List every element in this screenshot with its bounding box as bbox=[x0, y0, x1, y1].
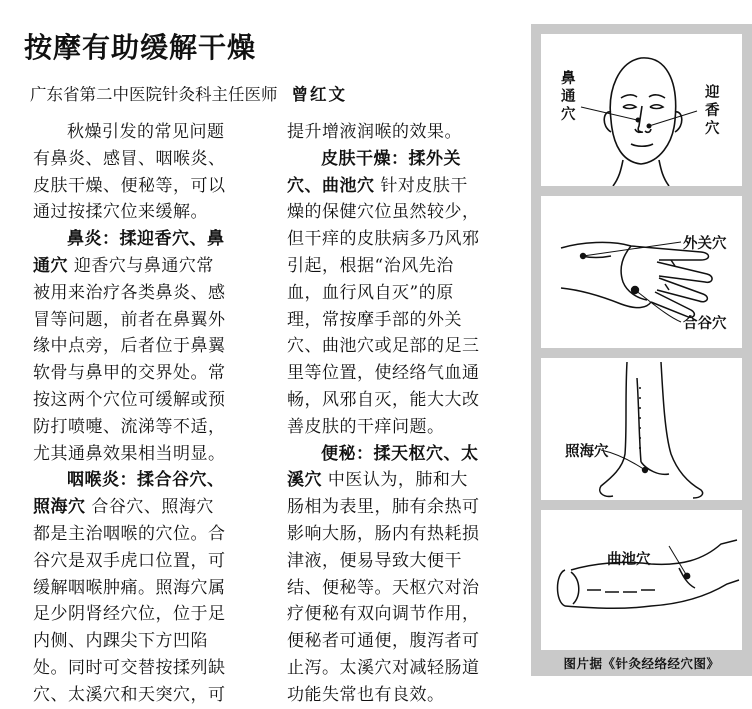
text-column-1 bbox=[33, 119, 273, 709]
body-text: 合谷穴、照海穴 bbox=[85, 497, 214, 518]
text-line bbox=[33, 199, 273, 226]
hand-label-waiguan: 外关穴 bbox=[683, 235, 727, 252]
section-heading: 鼻炎：揉迎香穴、鼻 bbox=[67, 229, 225, 250]
body-text: 缓解咽喉肿痛。照海穴属 bbox=[33, 577, 226, 598]
body-text: 穴、曲池穴或足部的足三 bbox=[287, 336, 480, 357]
text-line bbox=[287, 333, 527, 360]
text-line bbox=[287, 226, 527, 253]
body-text: 里等位置，使经络气血通 bbox=[287, 363, 480, 384]
section-heading: 溪穴 bbox=[287, 470, 322, 491]
text-line bbox=[287, 146, 527, 173]
body-text: 都是主治咽喉的穴位。合 bbox=[33, 523, 226, 544]
face-figure bbox=[541, 34, 742, 186]
text-line bbox=[287, 441, 527, 468]
body-text: 防打喷嚏、流涕等不适， bbox=[33, 416, 226, 437]
section-heading: 穴、曲池穴 bbox=[287, 175, 375, 196]
body-text: 理，常按摩手部的外关 bbox=[287, 309, 462, 330]
text-line bbox=[33, 494, 273, 521]
text-line bbox=[33, 441, 273, 468]
body-text: 软骨与鼻甲的交界处。常 bbox=[33, 363, 226, 384]
text-line bbox=[287, 387, 527, 414]
illustration-panel bbox=[531, 24, 752, 676]
section-heading: 照海穴 bbox=[33, 497, 86, 518]
body-text: 处。同时可交替按揉列缺 bbox=[33, 657, 226, 678]
body-text: 津液，便易导致大便干 bbox=[287, 550, 462, 571]
arm-drawing bbox=[541, 510, 742, 650]
body-text: 有鼻炎、感冒、咽喉炎、 bbox=[33, 148, 226, 169]
author-affiliation: 广东省第二中医院针灸科主任医师 bbox=[30, 85, 278, 104]
text-line bbox=[33, 575, 273, 602]
article-title: 按摩有助缓解干燥 bbox=[24, 31, 257, 64]
body-text: 通过按揉穴位来缓解。 bbox=[33, 202, 208, 223]
text-line bbox=[33, 682, 273, 709]
face-label-bitong: 鼻通穴 bbox=[561, 70, 576, 123]
body-text: 尤其通鼻效果相当明显。 bbox=[33, 443, 226, 464]
text-line bbox=[287, 253, 527, 280]
body-text: 结、便秘等。天枢穴对治 bbox=[287, 577, 480, 598]
text-line bbox=[33, 628, 273, 655]
body-text: 提升增液润喉的效果。 bbox=[287, 122, 462, 142]
body-text: 被用来治疗各类鼻炎、感 bbox=[33, 282, 226, 303]
body-text: 引起，根据“治风先治 bbox=[287, 255, 454, 276]
text-line bbox=[33, 173, 273, 200]
body-text: 畅，风邪自灭，能大大改 bbox=[287, 389, 480, 410]
face-label-yingxiang: 迎香穴 bbox=[705, 84, 720, 137]
text-line bbox=[287, 575, 527, 602]
body-text: 疗便秘有双向调节作用， bbox=[287, 604, 480, 625]
body-text: 针对皮肤干 bbox=[374, 175, 468, 196]
text-line bbox=[33, 360, 273, 387]
section-heading: 便秘：揉天枢穴、太 bbox=[321, 443, 479, 464]
foot-label-zhaohai: 照海穴 bbox=[565, 443, 609, 460]
text-line bbox=[287, 280, 527, 307]
text-line bbox=[287, 360, 527, 387]
text-line bbox=[287, 199, 527, 226]
figure-caption: 图片据《针灸经络经穴图》 bbox=[563, 656, 720, 671]
body-text: 功能失常也有良效。 bbox=[287, 684, 445, 705]
text-line bbox=[287, 628, 527, 655]
body-text: 止泻。太溪穴对减轻肠道 bbox=[287, 657, 480, 678]
text-line bbox=[33, 467, 273, 494]
text-line bbox=[33, 146, 273, 173]
body-text: 影响大肠，肠内有热耗损 bbox=[287, 523, 480, 544]
body-text: 按这两个穴位可缓解或预 bbox=[33, 389, 226, 410]
text-line bbox=[33, 307, 273, 334]
body-text: 穴、太溪穴和天突穴，可 bbox=[33, 684, 226, 705]
text-line bbox=[287, 548, 527, 575]
text-line bbox=[287, 494, 527, 521]
body-text: 秋燥引发的常见问题 bbox=[67, 122, 225, 142]
text-line bbox=[33, 119, 273, 146]
text-line bbox=[287, 173, 527, 200]
body-text: 冒等问题，前者在鼻翼外 bbox=[33, 309, 226, 330]
section-heading: 通穴 bbox=[33, 255, 68, 276]
section-heading: 咽喉炎：揉合谷穴、 bbox=[67, 470, 225, 491]
author-name: 曾红文 bbox=[291, 85, 347, 104]
hand-figure bbox=[541, 196, 742, 348]
section-heading: 皮肤干燥：揉外关 bbox=[321, 148, 461, 169]
text-line bbox=[33, 414, 273, 441]
byline bbox=[30, 81, 347, 105]
body-text: 足少阴肾经穴位，位于足 bbox=[33, 604, 226, 625]
body-text: 便秘者可通便，腹泻者可 bbox=[287, 631, 480, 652]
text-line bbox=[33, 548, 273, 575]
text-line bbox=[33, 280, 273, 307]
body-text: 但干痒的皮肤病多乃风邪 bbox=[287, 229, 480, 250]
body-text: 迎香穴与鼻通穴常 bbox=[68, 255, 214, 276]
body-text: 谷穴是双手虎口位置，可 bbox=[33, 550, 226, 571]
text-line bbox=[287, 521, 527, 548]
text-line bbox=[287, 655, 527, 682]
body-text: 内侧、内踝尖下方凹陷 bbox=[33, 631, 208, 652]
text-line bbox=[287, 601, 527, 628]
text-column-2 bbox=[287, 119, 527, 709]
foot-figure bbox=[541, 358, 742, 500]
foot-drawing bbox=[541, 358, 742, 500]
text-line bbox=[33, 387, 273, 414]
body-text: 中医认为，肺和大 bbox=[322, 470, 468, 491]
arm-label-quchi: 曲池穴 bbox=[607, 551, 651, 568]
hand-label-hegu: 合谷穴 bbox=[683, 315, 727, 332]
text-line bbox=[287, 467, 527, 494]
body-text: 肠相为表里，肺有余热可 bbox=[287, 497, 480, 518]
text-line bbox=[33, 333, 273, 360]
body-text: 皮肤干燥、便秘等，可以 bbox=[33, 175, 226, 196]
text-line bbox=[33, 655, 273, 682]
body-text: 血，血行风自灭”的原 bbox=[287, 282, 454, 303]
text-line bbox=[287, 414, 527, 441]
body-text: 燥的保健穴位虽然较少， bbox=[287, 202, 480, 223]
text-line bbox=[287, 682, 527, 709]
text-line bbox=[287, 119, 527, 146]
arm-figure bbox=[541, 510, 742, 650]
body-text: 缘中点旁，后者位于鼻翼 bbox=[33, 336, 226, 357]
text-line bbox=[33, 253, 273, 280]
text-line bbox=[33, 521, 273, 548]
body-text: 善皮肤的干痒问题。 bbox=[287, 416, 445, 437]
text-line bbox=[287, 307, 527, 334]
text-line bbox=[33, 601, 273, 628]
text-line bbox=[33, 226, 273, 253]
